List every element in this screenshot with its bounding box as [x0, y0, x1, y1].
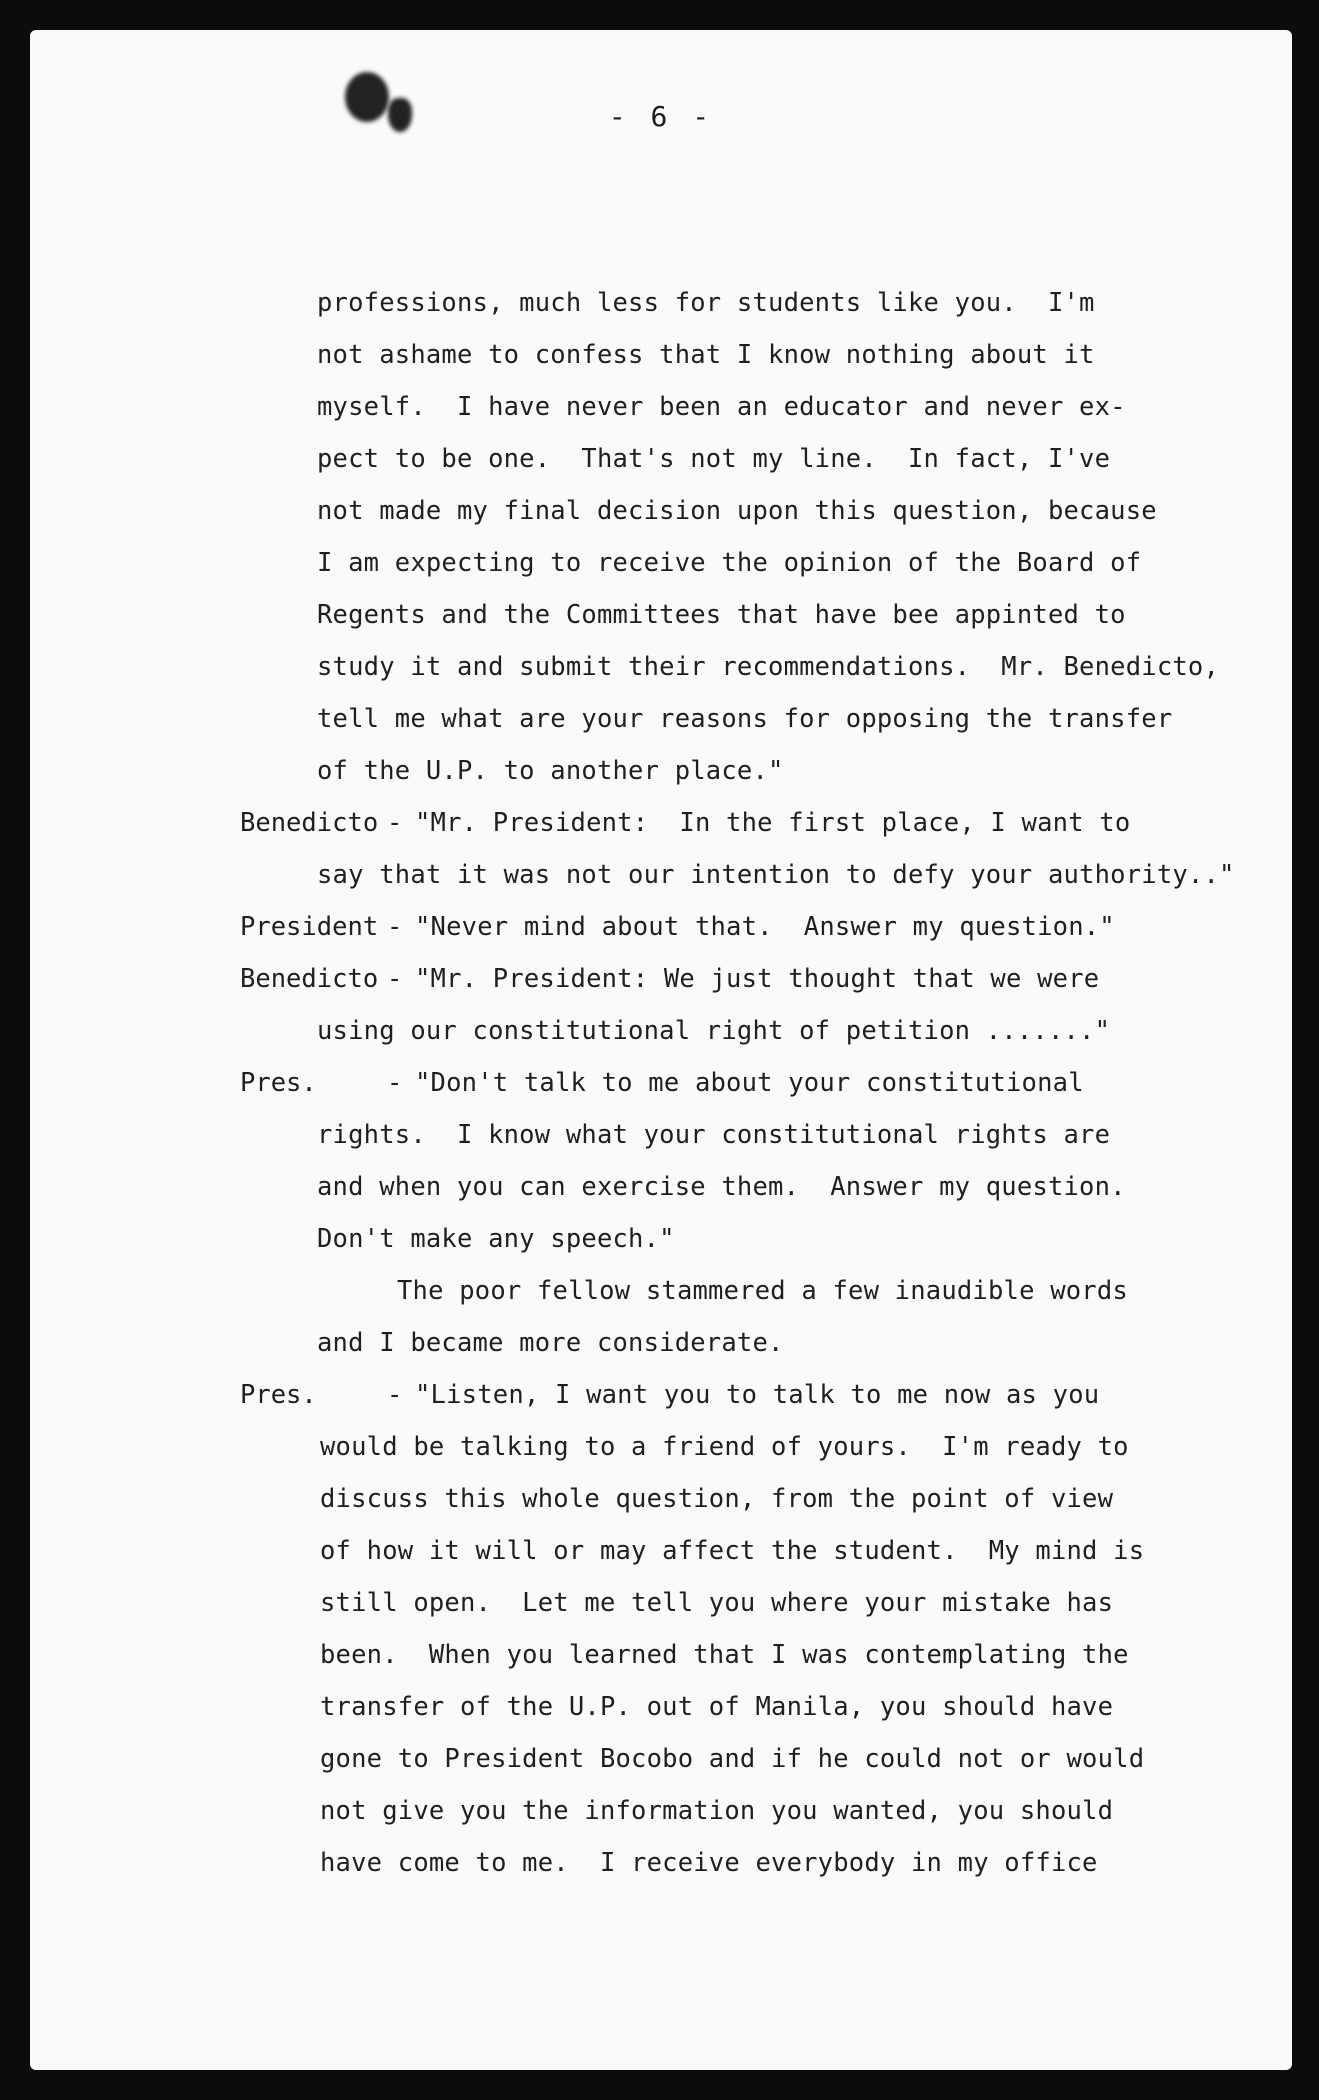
text-line: of the U.P. to another place." — [317, 756, 784, 786]
text-line: not give you the information you wanted, you should — [320, 1796, 1114, 1826]
text-line: have come to me. I receive everybody in my office — [320, 1848, 1098, 1878]
text-line: been. When you learned that I was contemplating the — [320, 1640, 1129, 1670]
text-line: rights. I know what your constitutional rights are — [317, 1120, 1111, 1150]
speaker-dash: - — [387, 808, 403, 838]
text-line: and I became more considerate. — [317, 1328, 784, 1358]
text-line: not made my final decision upon this question, because — [317, 496, 1157, 526]
speaker-dash: - — [387, 1380, 403, 1410]
text-line: would be talking to a friend of yours. I'm ready to — [320, 1432, 1129, 1462]
text-line: transfer of the U.P. out of Manila, you should have — [320, 1692, 1114, 1722]
document-page — [30, 30, 1292, 2070]
text-line: "Listen, I want you to talk to me now as you — [415, 1380, 1100, 1410]
text-line: tell me what are your reasons for opposing the transfer — [317, 704, 1173, 734]
text-line: The poor fellow stammered a few inaudible words — [397, 1276, 1128, 1306]
text-line: "Mr. President: We just thought that we were — [415, 964, 1100, 994]
text-line: Regents and the Committees that have bee appinted to — [317, 600, 1126, 630]
speaker-label: Pres. — [240, 1380, 317, 1410]
text-line: "Never mind about that. Answer my question." — [415, 912, 1115, 942]
text-line: using our constitutional right of petition ......." — [317, 1016, 1111, 1046]
text-line: Don't make any speech." — [317, 1224, 675, 1254]
text-line: of how it will or may affect the student. My mind is — [320, 1536, 1145, 1566]
text-line: "Mr. President: In the first place, I want to — [415, 808, 1131, 838]
text-line: study it and submit their recommendations. Mr. Benedicto, — [317, 652, 1220, 682]
speaker-label: Pres. — [240, 1068, 317, 1098]
text-line: professions, much less for students like you. I'm — [317, 288, 1095, 318]
text-line: discuss this whole question, from the point of view — [320, 1484, 1114, 1514]
speaker-label: Benedicto — [240, 964, 379, 994]
speaker-dash: - — [387, 912, 403, 942]
text-line: still open. Let me tell you where your mistake has — [320, 1588, 1114, 1618]
speaker-dash: - — [387, 964, 403, 994]
page-number: - 6 - — [608, 100, 714, 133]
text-line: pect to be one. That's not my line. In fact, I've — [317, 444, 1111, 474]
text-line: myself. I have never been an educator and never ex- — [317, 392, 1126, 422]
text-line: not ashame to confess that I know nothing about it — [317, 340, 1095, 370]
speaker-label: President — [240, 912, 379, 942]
speaker-label: Benedicto — [240, 808, 379, 838]
text-line: and when you can exercise them. Answer my question. — [317, 1172, 1126, 1202]
text-line: say that it was not our intention to defy your authority.." — [317, 860, 1235, 890]
body-text — [30, 30, 1292, 2070]
text-line: I am expecting to receive the opinion of the Board of — [317, 548, 1142, 578]
text-line: "Don't talk to me about your constitutional — [415, 1068, 1084, 1098]
text-line: gone to President Bocobo and if he could not or would — [320, 1744, 1145, 1774]
speaker-dash: - — [387, 1068, 403, 1098]
